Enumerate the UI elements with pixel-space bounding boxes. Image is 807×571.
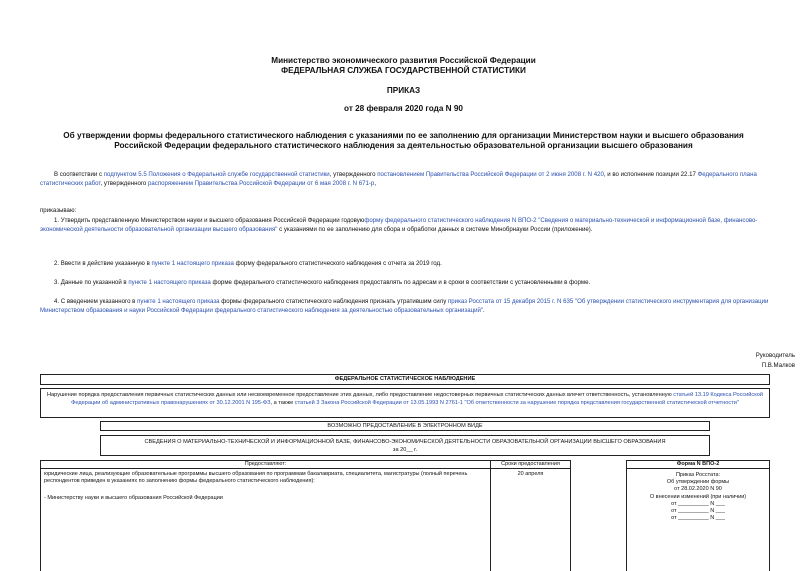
link-item1-b[interactable]: пункте 1 настоящего приказа [128, 279, 211, 286]
preamble [40, 171, 770, 188]
warning-box [40, 388, 770, 418]
preamble-text-3: , и во исполнение позиции 22.17 [603, 171, 698, 178]
doc-type: ПРИКАЗ [386, 86, 421, 95]
preamble-text-4: , утвержденного [100, 179, 149, 187]
link-law-2761-1[interactable]: статьей 3 Закона Российской Федерации от 13.05.1993 N 2761-1 "Об ответственности за нарушение порядка представления государственной статистической отчетности" [294, 399, 739, 406]
link-stat-plan[interactable]: Федерального плана статистических работ [40, 171, 757, 187]
warning-text-2: , а также [270, 399, 295, 406]
provide-text: юридические лица, реализующие образовательные программы высшего образования по программам бакалавриата, специалитета, магистратуры (полный перечень респондентов приведен в указаниях по заполнению формы федерального статистического наблюдения): [44, 471, 468, 485]
item-4 [40, 298, 770, 315]
col-deadline-header: Сроки предоставления [490, 460, 571, 469]
doc-title: Об утверждении формы федерального статистического наблюдения с указаниями по ее заполнению для организации Министерством науки и высшего образования Российской Федерации федерального статистического наблюдения за деятельностью образовательной организации высшего образования [63, 131, 744, 150]
item-2 [40, 260, 770, 269]
link-item1-c[interactable]: пункте 1 настоящего приказа [137, 298, 220, 305]
item1-text-2: с указаниями по ее заполнению для сбора и обработки данных в системе Минобрнауки России (приложение). [277, 225, 593, 233]
item4-text-3: . [483, 306, 485, 314]
change-row-1: от __________ N ___ [671, 500, 725, 507]
item-3 [40, 279, 770, 288]
approval-line-1: Об утверждении формы [666, 479, 730, 486]
item4-text-2: формы федерального статистического наблюдения признать утратившим силу [219, 298, 448, 305]
approval-title: Приказ Росстата: [675, 472, 721, 478]
link-regulation[interactable]: подпунктом 5.5 Положения о Федеральной службе государственной статистики [103, 171, 330, 178]
provide-ministry: - Министерству науки и высшего образования Российской Федерации [44, 495, 223, 502]
preamble-text-2: , утвержденного [329, 171, 378, 178]
warning-text-1: Нарушение порядка предоставления первичных статистических данных или несвоевременное предоставление этих данных, либо предоставление недостоверных первичных статистических данных влечет ответственность, установленную [47, 392, 674, 398]
change-row-2: от __________ N ___ [671, 508, 725, 515]
info-year: за 20__ г. [392, 447, 418, 453]
preamble-text-5: , [374, 179, 377, 187]
link-decree-420[interactable]: постановлением Правительства Российской Федерации от 2 июня 2008 г. N 420 [377, 171, 604, 178]
item3-text-2: форме федерального статистического наблюдения предоставлять по адресам и в сроки в соответствии с установленными в форме. [210, 279, 591, 286]
electronic-note: ВОЗМОЖНО ПРЕДОСТАВЛЕНИЕ В ЭЛЕКТРОННОМ ВИДЕ [100, 421, 710, 431]
changes-title: О внесении изменений (при наличии) [649, 493, 747, 500]
link-item1-a[interactable]: пункте 1 настоящего приказа [151, 260, 234, 267]
info-title: СВЕДЕНИЯ О МАТЕРИАЛЬНО-ТЕХНИЧЕСКОЙ И ИНФОРМАЦИОННОЙ БАЗЕ, ФИНАНСОВО-ЭКОНОМИЧЕСКОЙ ДЕЯТЕЛЬНОСТИ ОБРАЗОВАТЕЛЬНОЙ ОРГАНИЗАЦИИ ВЫСШЕГО ОБРАЗОВАНИЯ [144, 439, 666, 445]
col-provide-header: Предоставляют: [40, 460, 491, 469]
link-order-671[interactable]: распоряжением Правительства Российской Федерации от 6 мая 2008 г. N 671-р [148, 179, 375, 187]
item1-text-1: 1. Утвердить представленную Министерством науки и высшего образования Российской Федерации годовую [54, 217, 365, 224]
link-koap-13-19[interactable]: статьей 13.19 Кодекса Российской Федерации об административных правонарушениях от 30.12.2001 N 195-ФЗ [71, 392, 763, 406]
link-form-vpo2[interactable]: форму федерального статистического наблюдения N ВПО-2 "Сведения о материально-технической и информационной базе, финансово-экономической деятельности образовательной организации высшего образования" [40, 217, 758, 233]
signature-name: П.В.Малков [761, 362, 795, 369]
item-1 [40, 217, 770, 234]
doc-date-number: от 28 февраля 2020 года N 90 [344, 104, 463, 113]
signature-role: Руководитель [755, 352, 795, 359]
fsn-title: ФЕДЕРАЛЬНОЕ СТАТИСТИЧЕСКОЕ НАБЛЮДЕНИЕ [40, 374, 770, 385]
approval-line-2: от 28.02.2020 N 90 [674, 486, 722, 493]
preamble-text-1: В соответствии с [54, 171, 104, 178]
item2-text-2: форму федерального статистического наблюдения с отчета за 2019 год. [233, 260, 442, 267]
change-row-3: от __________ N ___ [671, 515, 725, 522]
deadline-value: 20 апреля [517, 471, 544, 477]
link-order-635[interactable]: приказ Росстата от 15 декабря 2015 г. N 635 "Об утверждении статистического инструментария для организации Министерством образования и науки Российской Федерации федерального статистического наблюдения за деятельностью образовательных организаций" [40, 298, 769, 314]
ministry-name: Министерство экономического развития Российской Федерации [271, 56, 536, 65]
approval-cell [626, 468, 770, 571]
service-name: ФЕДЕРАЛЬНАЯ СЛУЖБА ГОСУДАРСТВЕННОЙ СТАТИСТИКИ [281, 66, 526, 75]
provide-cell [40, 468, 491, 571]
item2-text-1: 2. Ввести в действие указанную в [54, 260, 152, 267]
col-form-header: Форма N ВПО-2 [626, 460, 770, 469]
info-box [100, 435, 710, 456]
item3-text-1: 3. Данные по указанной в [54, 279, 129, 286]
item4-text-1: 4. С введением указанного в [54, 298, 138, 305]
deadline-cell [490, 468, 571, 571]
order-word: приказываю: [40, 207, 77, 214]
